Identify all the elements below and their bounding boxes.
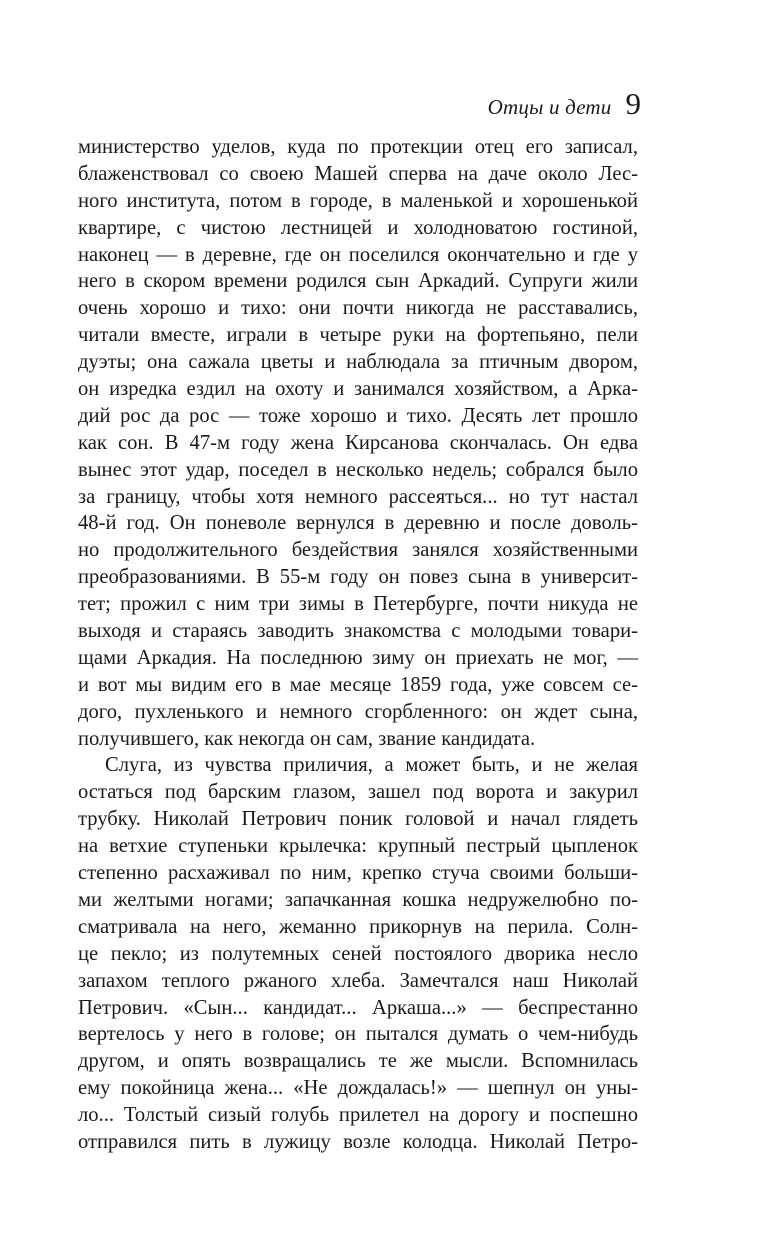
text-line: Петрович. «Сын... кандидат... Аркаша...» — беспрестанно xyxy=(78,996,638,1019)
paragraph xyxy=(78,752,638,1155)
text-line: но продолжительного бездействия занялся хозяйственными xyxy=(78,539,638,562)
text-line: вынес этот удар, поседел в несколько недель; собрался было xyxy=(78,458,638,481)
text-line: щами Аркадия. На последнюю зиму он приехать не мог, — xyxy=(78,646,638,669)
text-line: 48-й год. Он поневоле вернулся в деревню и после доволь- xyxy=(78,512,638,535)
text-line: он изредка ездил на охоту и занимался хозяйством, а Арка- xyxy=(78,378,638,401)
text-line: ми желтыми ногами; запачканная кошка недружелюбно по- xyxy=(78,888,638,911)
text-line: отправился пить в лужицу возле колодца. Николай Петро- xyxy=(78,1130,638,1153)
running-head xyxy=(488,86,641,122)
text-line: за границу, чтобы хотя немного рассеяться... но тут настал xyxy=(78,485,638,508)
text-line: получившего, как некогда он сам, звание кандидата. xyxy=(78,727,536,750)
text-line: преобразованиями. В 55-м году он повез сына в университ- xyxy=(78,566,638,589)
text-line: трубку. Николай Петрович поник головой и начал глядеть xyxy=(78,808,638,831)
text-line: запахом теплого ржаного хлеба. Замечтался наш Николай xyxy=(78,969,638,992)
body-text xyxy=(78,134,638,1156)
text-line: сматривала на него, жеманно прикорнув на перила. Солн- xyxy=(78,915,638,938)
text-line: него в скором времени родился сын Аркадий. Супруги жили xyxy=(78,270,638,293)
text-line: квартире, с чистою лестницей и холодноватою гостиной, xyxy=(78,216,638,239)
text-line: дого, пухленького и немного сгорбленного: он ждет сына, xyxy=(78,700,638,723)
text-line: ло... Толстый сизый голубь прилетел на дорогу и поспешно xyxy=(78,1104,638,1127)
paragraph xyxy=(78,134,638,752)
text-line: министерство уделов, куда по протекции отец его записал, xyxy=(78,136,638,158)
text-line: очень хорошо и тихо: они почти никогда не расставались, xyxy=(78,297,638,320)
text-line: це пекло; из полутемных сеней постоялого дворика несло xyxy=(78,942,638,965)
text-line: блаженствовал со своею Машей сперва на даче около Лес- xyxy=(78,162,638,185)
text-line: наконец — в деревне, где он поселился окончательно и где у xyxy=(78,243,638,266)
text-line: остаться под барским глазом, зашел под ворота и закурил xyxy=(78,781,638,804)
text-line: степенно расхаживал по ним, крепко стуча своими больши- xyxy=(78,862,638,885)
text-line: Слуга, из чувства приличия, а может быть, и не желая xyxy=(105,754,638,777)
text-line: и вот мы видим его в мае месяце 1859 года, уже совсем се- xyxy=(78,673,638,696)
running-title: Отцы и дети xyxy=(487,95,612,119)
text-line: как сон. В 47-м году жена Кирсанова скончалась. Он едва xyxy=(78,431,638,454)
text-line: тет; прожил с ним три зимы в Петербурге, почти никуда не xyxy=(78,593,638,616)
text-line: ного института, потом в городе, в маленькой и хорошенькой xyxy=(78,189,638,212)
text-line: вертелось у него в голове; он пытался думать о чем-нибудь xyxy=(78,1023,638,1046)
page-number: 9 xyxy=(625,86,641,121)
text-line: на ветхие ступеньки крылечка: крупный пестрый цыпленок xyxy=(78,835,638,858)
text-line: читали вместе, играли в четыре руки на фортепьяно, пели xyxy=(78,324,638,347)
text-line: выходя и стараясь заводить знакомства с молодыми товари- xyxy=(78,620,638,643)
text-line: дий рос да рос — тоже хорошо и тихо. Десять лет прошло xyxy=(78,404,638,427)
text-line: дуэты; она сажала цветы и наблюдала за птичным двором, xyxy=(78,351,638,374)
text-line: другом, и опять возвращались те же мысли. Вспомнилась xyxy=(78,1050,638,1073)
text-line: ему покойница жена... «Не дождалась!» — шепнул он уны- xyxy=(78,1077,638,1100)
